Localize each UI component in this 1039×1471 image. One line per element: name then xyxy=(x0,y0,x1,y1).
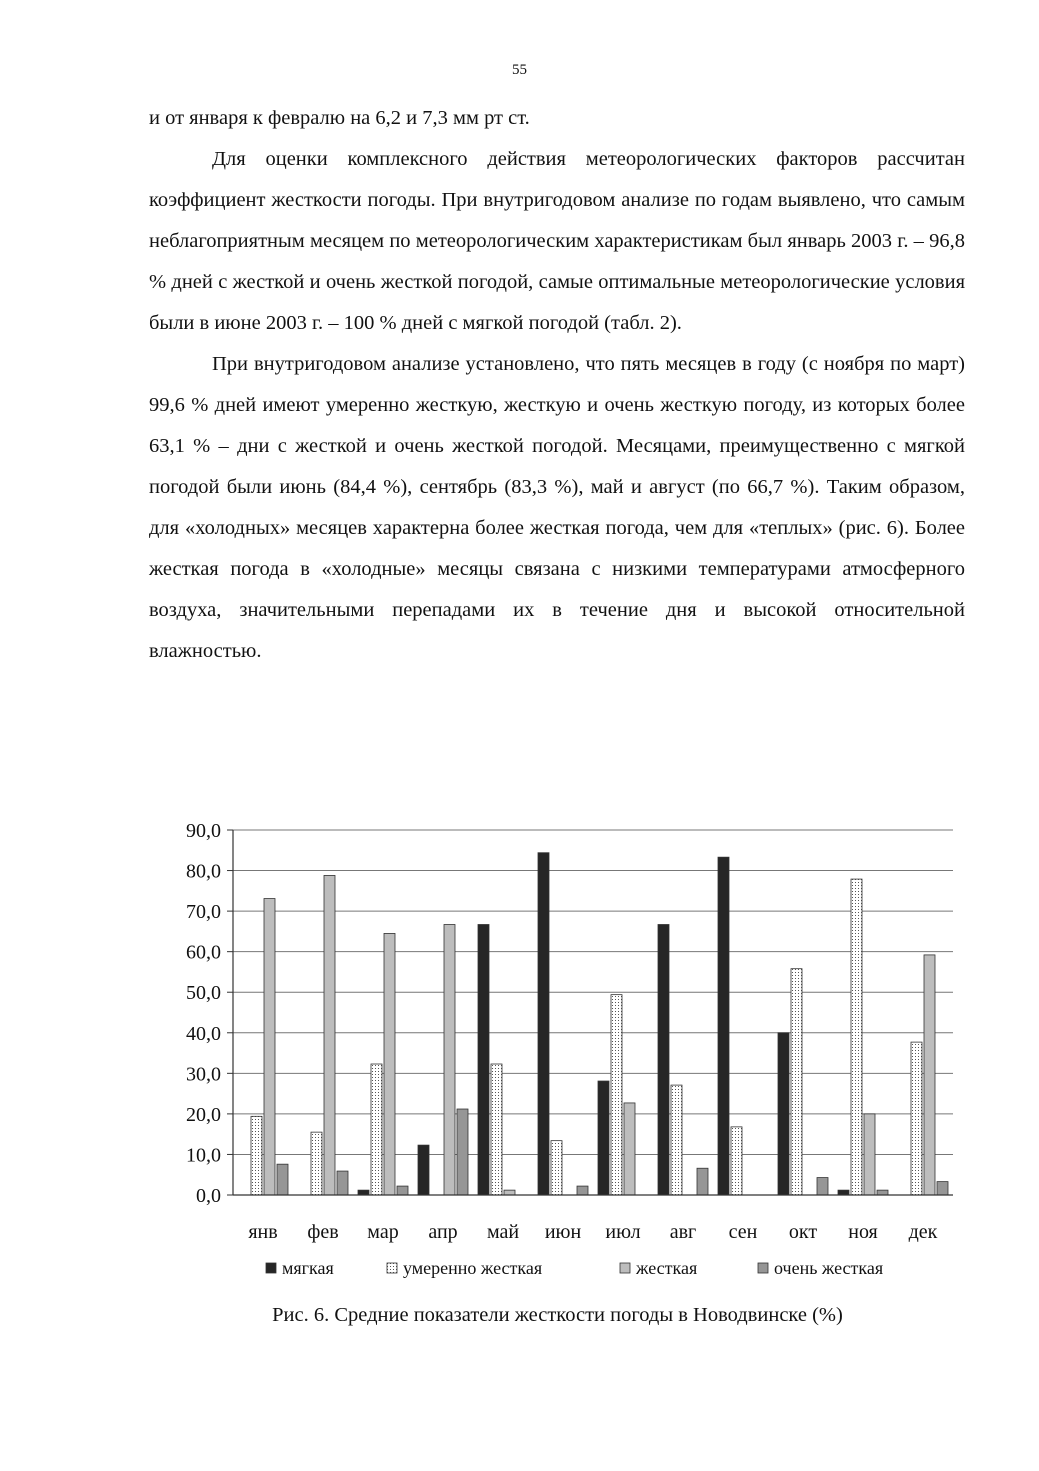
bars xyxy=(251,853,948,1195)
legend-swatch xyxy=(620,1263,630,1273)
bar xyxy=(851,879,862,1195)
grid-lines xyxy=(233,830,953,1195)
bar xyxy=(324,875,335,1195)
x-tick-label: май xyxy=(486,1221,520,1243)
paragraph-2: Для оценки комплексного действия метеорологических факторов рассчитан коэффициент жесткости погоды. При внутригодовом анализе по годам выявлено, что самым неблагоприятным месяцем по метеорологическим характеристикам был январь 2003 г. – 96,8 % дней с жесткой и очень жесткой погодой, самые оптимальные метеорологические условия были в июне 2003 г. – 100 % дней с мягкой погодой (табл. 2). xyxy=(149,148,965,334)
weather-severity-chart xyxy=(150,810,970,1290)
x-tick-label: мар xyxy=(367,1221,399,1243)
bar xyxy=(697,1168,708,1195)
bar xyxy=(877,1190,888,1195)
y-tick-label: 90,0 xyxy=(186,820,221,842)
x-tick-label: апр xyxy=(428,1221,458,1243)
paragraph-1: и от января к февралю на 6,2 и 7,3 мм рт ст. xyxy=(149,107,530,129)
bar xyxy=(671,1085,682,1195)
bar xyxy=(358,1190,369,1195)
legend-label: жесткая xyxy=(636,1258,698,1278)
bar xyxy=(731,1127,742,1195)
legend-swatch xyxy=(266,1263,276,1273)
legend-swatch xyxy=(758,1263,768,1273)
y-tick-label: 0,0 xyxy=(196,1185,221,1207)
bar xyxy=(371,1064,382,1195)
y-tick-label: 20,0 xyxy=(186,1103,221,1126)
legend-label: мягкая xyxy=(282,1258,334,1278)
figure-caption: Рис. 6. Средние показатели жесткости погоды в Новодвинске (%) xyxy=(272,1304,843,1326)
x-tick-label: окт xyxy=(788,1221,818,1243)
bar xyxy=(277,1164,288,1195)
bar xyxy=(491,1064,502,1195)
bar xyxy=(504,1190,515,1195)
paragraph-3: При внутригодовом анализе установлено, что пять месяцев в году (с ноября по март) 99,6 % дней имеют умеренно жесткую, жесткую и очень жесткую погоду, из которых более 63,1 % – дни с жесткой и очень жесткой погодой. Месяцами, преимущественно с мягкой погодой были июнь (84,4 %), сентябрь (83,3 %), май и август (по 66,7 %). Таким образом, для «холодных» месяцев характерна более жесткая погода, чем для «теплых» (рис. 6). Более жесткая погода в «холодные» месяцы связана с низкими температурами атмосферного воздуха, значительными перепадами их в течение дня и высокой относительной влажностью. xyxy=(149,353,965,662)
bar xyxy=(478,924,489,1195)
bar xyxy=(817,1178,828,1195)
x-tick-label: авг xyxy=(669,1221,697,1243)
bar xyxy=(658,924,669,1195)
bar xyxy=(444,924,455,1195)
bar xyxy=(538,853,549,1195)
y-tick-label: 80,0 xyxy=(186,860,221,883)
x-tick-label: янв xyxy=(248,1221,278,1243)
y-tick-label: 40,0 xyxy=(186,1022,221,1045)
bar xyxy=(718,857,729,1195)
bar xyxy=(838,1190,849,1195)
x-tick-label: ноя xyxy=(848,1221,878,1243)
x-tick-label: дек xyxy=(908,1221,938,1243)
legend xyxy=(266,1258,883,1278)
legend-swatch xyxy=(387,1263,397,1273)
bar xyxy=(311,1132,322,1195)
bar xyxy=(911,1042,922,1195)
bar xyxy=(864,1114,875,1195)
bar xyxy=(418,1145,429,1195)
bar xyxy=(791,969,802,1195)
x-tick-label: июн xyxy=(544,1221,582,1243)
y-tick-label: 10,0 xyxy=(186,1144,221,1167)
x-tick-label: фев xyxy=(307,1221,339,1243)
bar xyxy=(611,995,622,1195)
y-tick-label: 70,0 xyxy=(186,901,221,924)
bar xyxy=(251,1116,262,1195)
y-tick-label: 50,0 xyxy=(186,982,221,1005)
bar xyxy=(551,1141,562,1195)
bar xyxy=(924,955,935,1195)
bar xyxy=(624,1103,635,1195)
bar xyxy=(384,933,395,1195)
bar xyxy=(397,1186,408,1195)
bar xyxy=(457,1109,468,1195)
bar xyxy=(598,1081,609,1195)
axes xyxy=(227,830,953,1195)
legend-label: умеренно жесткая xyxy=(403,1258,543,1278)
body-text xyxy=(149,98,965,672)
x-tick-label: сен xyxy=(728,1221,758,1243)
page-number: 55 xyxy=(512,62,527,78)
bar xyxy=(337,1171,348,1195)
y-tick-label: 30,0 xyxy=(186,1063,221,1086)
bar xyxy=(264,899,275,1195)
bar xyxy=(577,1186,588,1195)
bar xyxy=(778,1033,789,1195)
x-tick-label: июл xyxy=(605,1221,641,1243)
legend-label: очень жесткая xyxy=(774,1258,884,1278)
bar xyxy=(937,1182,948,1195)
y-tick-label: 60,0 xyxy=(186,941,221,964)
